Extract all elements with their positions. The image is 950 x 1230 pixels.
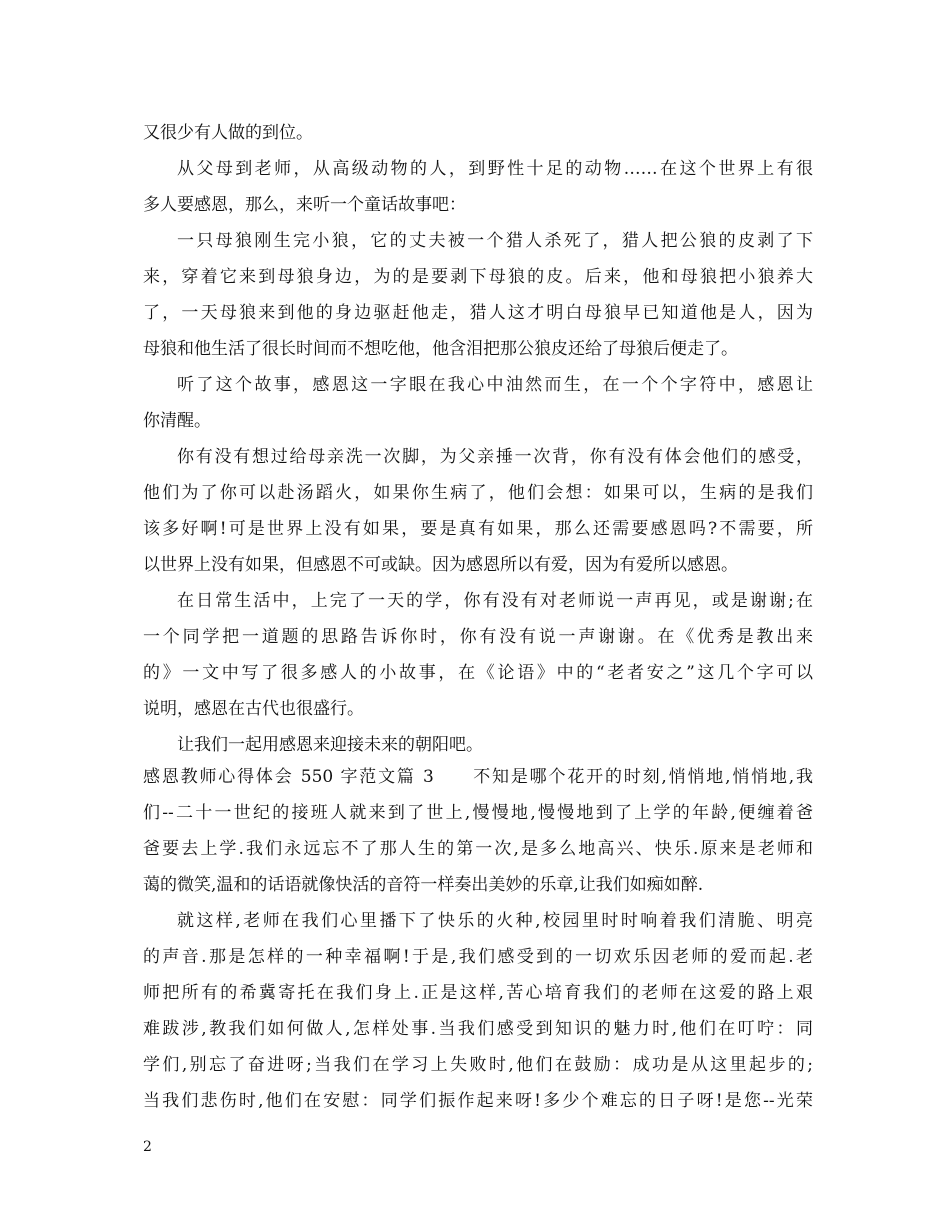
text-line: 你有没有想过给母亲洗一次脚，为父亲捶一次背，你有没有体会他们的感受， [177,447,813,467]
text-line: 感恩教师心得体会 550 字范文篇 3 不知是哪个花开的时刻,悄悄地,悄悄地,我 [143,767,813,787]
text-line: 你清醒。 [143,411,211,431]
text-line: 学们,别忘了奋进呀;当我们在学习上失败时,他们在鼓励：成功是从这里起步的; [143,1055,813,1075]
text-line: 难跋涉,教我们如何做人,怎样处事.当我们感受到知识的魅力时,他们在叮咛：同 [143,1019,813,1039]
text-line: 让我们一起用感恩来迎接未来的朝阳吧。 [177,735,483,755]
text-line: 就这样,老师在我们心里播下了快乐的火种,校园里时时响着我们清脆、明亮 [177,911,813,931]
text-line: 从父母到老师，从高级动物的人，到野性十足的动物……在这个世界上有很 [177,159,813,179]
text-line: 在日常生活中，上完了一天的学，你有没有对老师说一声再见，或是谢谢;在 [177,591,813,611]
text-line: 们--二十一世纪的接班人就来到了世上,慢慢地,慢慢地到了上学的年龄,便缠着爸 [143,803,813,823]
text-line: 以世界上没有如果，但感恩不可或缺。因为感恩所以有爱，因为有爱所以感恩。 [143,555,738,575]
text-line: 了，一天母狼来到他的身边驱赶他走，猎人这才明白母狼早已知道他是人，因为 [143,303,813,323]
text-line: 师把所有的希冀寄托在我们身上.正是这样,苦心培育我们的老师在这爱的路上艰 [143,983,813,1003]
text-line: 蔼的微笑,温和的话语就像快活的音符一样奏出美妙的乐章,让我们如痴如醉. [143,875,704,895]
text-line: 又很少有人做的到位。 [143,123,313,143]
text-line: 说明，感恩在古代也很盛行。 [143,699,364,719]
text-line: 听了这个故事，感恩这一字眼在我心中油然而生，在一个个字符中，感恩让 [177,375,813,395]
text-line: 该多好啊!可是世界上没有如果，要是真有如果，那么还需要感恩吗?不需要，所 [143,519,813,539]
text-line: 他们为了你可以赴汤蹈火，如果你生病了，他们会想：如果可以，生病的是我们 [143,483,813,503]
text-line: 来，穿着它来到母狼身边，为的是要剥下母狼的皮。后来，他和母狼把小狼养大 [143,267,813,287]
text-line: 的》一文中写了很多感人的小故事，在《论语》中的“老者安之”这几个字可以 [143,663,813,683]
text-line: 多人要感恩，那么，来听一个童话故事吧： [143,195,466,215]
text-line: 母狼和他生活了很长时间而不想吃他，他含泪把那公狼皮还给了母狼后便走了。 [143,339,738,359]
text-line: 当我们悲伤时,他们在安慰：同学们振作起来呀!多少个难忘的日子呀!是您--光荣 [143,1091,813,1111]
page-number: 2 [143,1139,152,1155]
document-body [143,115,813,1119]
text-line: 一只母狼刚生完小狼，它的丈夫被一个猎人杀死了，猎人把公狼的皮剥了下 [177,231,813,251]
text-line: 爸要去上学.我们永远忘不了那人生的第一次,是多么地高兴、快乐.原来是老师和 [143,839,813,859]
text-line: 的声音.那是怎样的一种幸福啊!于是,我们感受到的一切欢乐因老师的爱而起.老 [143,947,813,967]
text-line: 一个同学把一道题的思路告诉你时，你有没有说一声谢谢。在《优秀是教出来 [143,627,813,647]
